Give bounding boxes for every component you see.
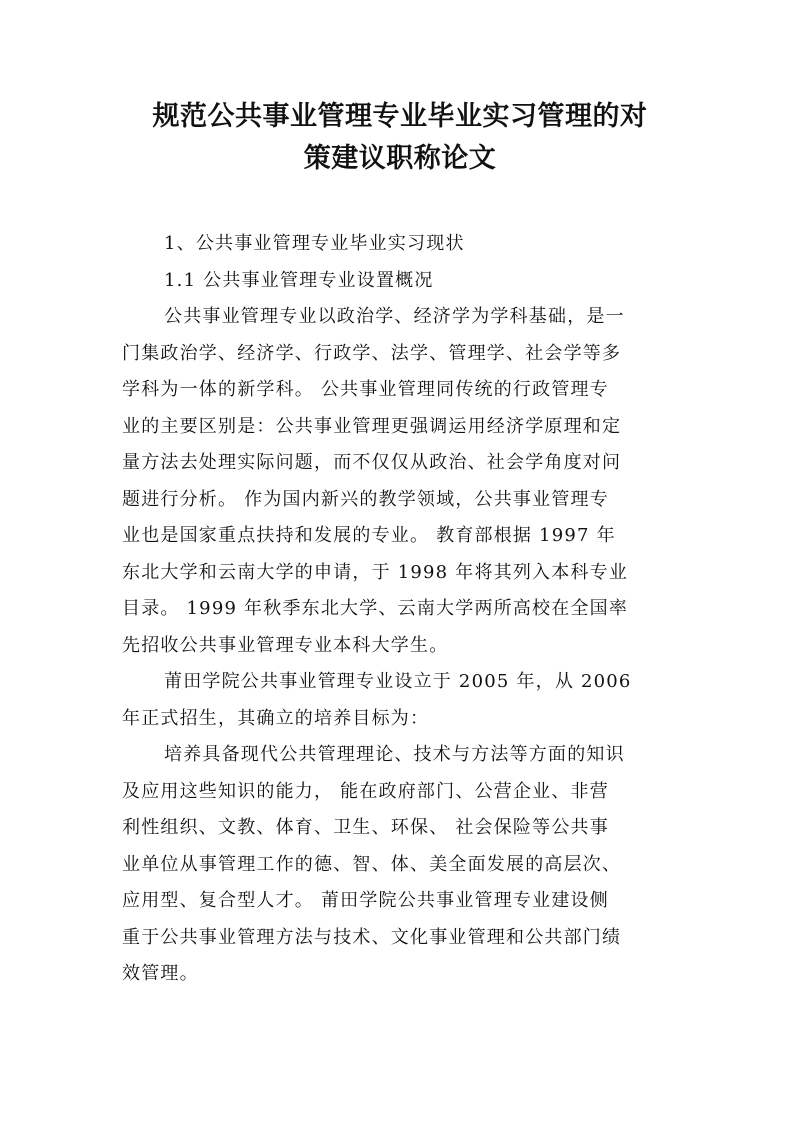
section-heading-1: 1、公共事业管理专业毕业实习现状 — [164, 233, 465, 254]
paragraph-line: 培养具备现代公共管理理论、技术与方法等方面的知识 — [164, 744, 625, 765]
title-line-2: 策建议职称论文 — [303, 143, 497, 174]
paragraph-line: 年正式招生，其确立的培养目标为： — [122, 707, 430, 729]
paragraph-line: 利性组织、文教、体育、卫生、环保、 社会保险等公共事 — [122, 817, 609, 838]
paragraph-line: 量方法去处理实际问题，而不仅仅从政治、社会学角度对问 — [122, 452, 622, 473]
paragraph-line: 目录。 1999 年秋季东北大学、云南大学两所高校在全国率 — [122, 598, 629, 619]
paragraph-line: 公共事业管理专业以政治学、经济学为学科基础，是一 — [164, 306, 625, 327]
paragraph-line: 业单位从事管理工作的德、智、体、美全面发展的高层次、 — [122, 853, 622, 875]
paragraph-line: 题进行分析。 作为国内新兴的教学领域，公共事业管理专 — [122, 488, 609, 510]
paragraph-line: 业也是国家重点扶持和发展的专业。 教育部根据 1997 年 — [122, 525, 616, 546]
paragraph-line: 学科为一体的新学科。 公共事业管理同传统的行政管理专 — [122, 379, 609, 400]
paragraph-line: 东北大学和云南大学的申请，于 1998 年将其列入本科专业 — [122, 561, 629, 583]
section-heading-1-1: 1.1 公共事业管理专业设置概况 — [164, 269, 434, 291]
paragraph-line: 先招收公共事业管理专业本科大学生。 — [122, 634, 449, 656]
paragraph-line: 门集政治学、经济学、行政学、法学、管理学、社会学等多 — [122, 342, 622, 364]
paragraph-2 — [122, 664, 680, 737]
paragraph-line: 业的主要区别是：公共事业管理更强调运用经济学原理和定 — [122, 415, 622, 437]
paragraph-3 — [122, 737, 680, 993]
paragraph-line: 应用型、复合型人才。 莆田学院公共事业管理专业建设侧 — [122, 890, 609, 911]
paragraph-line: 效管理。 — [122, 963, 199, 984]
paragraph-line: 重于公共事业管理方法与技术、文化事业管理和公共部门绩 — [122, 926, 622, 948]
document-title — [100, 96, 700, 180]
paragraph-line: 及应用这些知识的能力， 能在政府部门、公营企业、非营 — [122, 780, 609, 802]
document-body — [122, 226, 680, 993]
paragraph-1 — [122, 299, 680, 664]
title-line-1: 规范公共事业管理专业毕业实习管理的对 — [152, 101, 648, 132]
paragraph-line: 莆田学院公共事业管理专业设立于 2005 年，从 2006 — [164, 671, 632, 692]
